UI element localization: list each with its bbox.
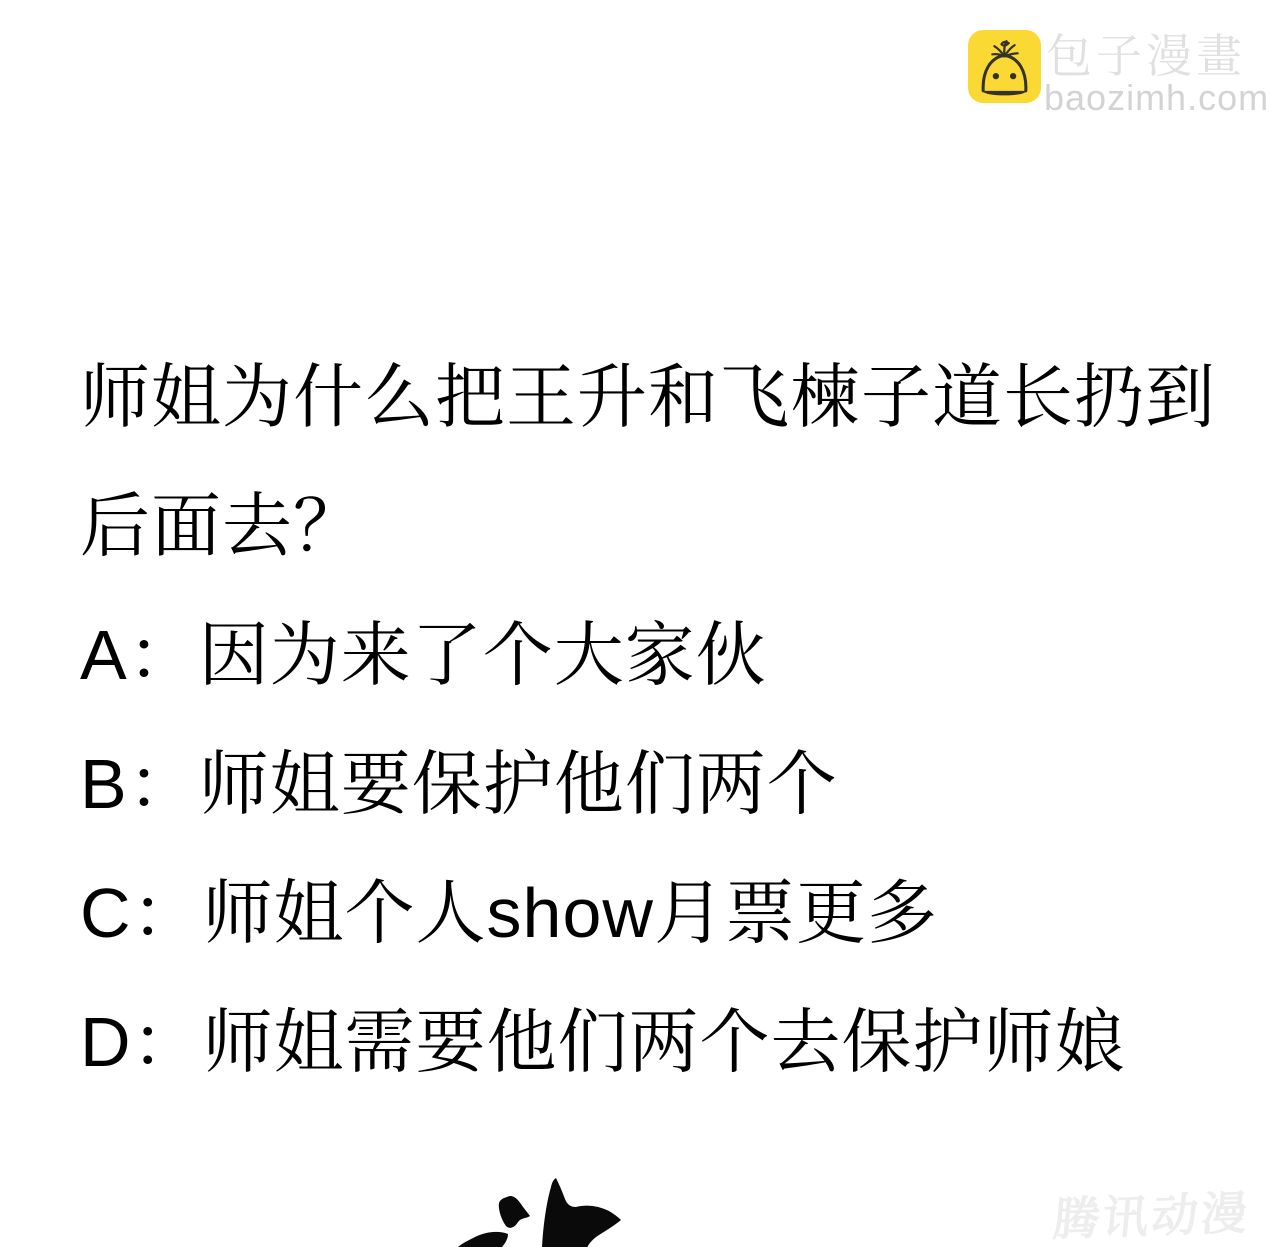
- question-line-2: 后面去？: [80, 487, 364, 565]
- brand-name: 包子漫畫: [1046, 30, 1246, 82]
- option-a-label: A：: [80, 616, 199, 694]
- quiz-block: [80, 333, 1240, 1107]
- option-d-label: D：: [80, 1003, 203, 1081]
- brand-domain: baozimh.com: [1044, 77, 1270, 118]
- quiz-option-b: [80, 720, 1240, 849]
- option-d-text: 师姐需要他们两个去保护师娘: [202, 1003, 1126, 1081]
- option-a-text: 因为来了个大家伙: [198, 616, 767, 694]
- quiz-option-a: [80, 591, 1240, 720]
- tencent-comics-watermark: 腾讯动漫: [1051, 1186, 1253, 1246]
- quiz-option-c: [80, 849, 1240, 978]
- option-b-text: 师姐要保护他们两个: [198, 745, 838, 823]
- baozi-logo-icon: [968, 30, 1041, 103]
- question-line-1: 师姐为什么把王升和飞楝子道长扔到: [80, 358, 1216, 436]
- option-c-text: 师姐个人show月票更多: [202, 874, 938, 952]
- option-c-label: C：: [80, 874, 203, 952]
- ink-brush-decoration: [450, 1172, 630, 1247]
- option-b-label: B：: [80, 745, 199, 823]
- quiz-option-d: [80, 978, 1240, 1107]
